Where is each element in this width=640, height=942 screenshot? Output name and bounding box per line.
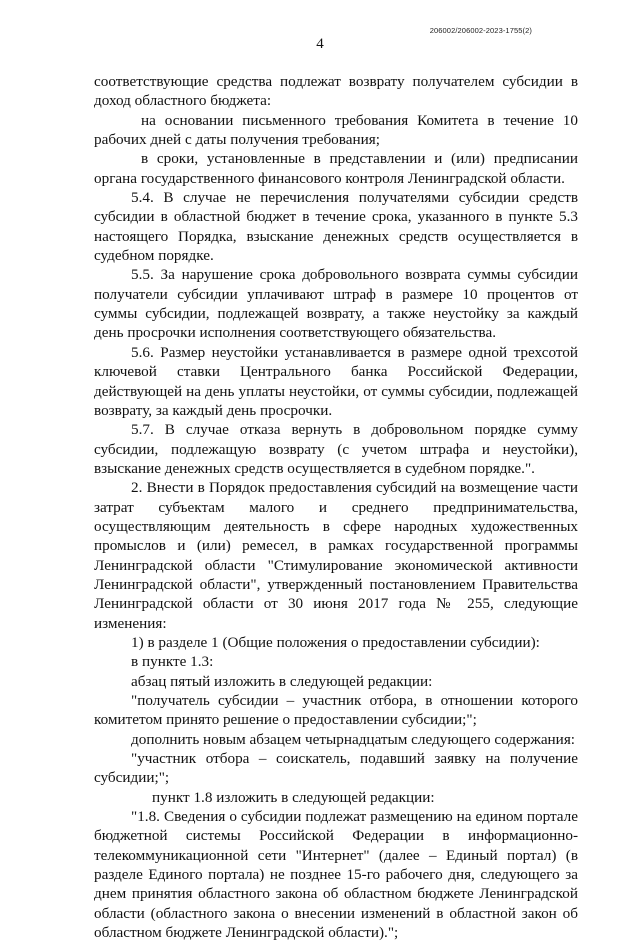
paragraph: в сроки, установленные в представлении и (или) предписании органа государственного финансового контроля Ленинградской области. [94,150,578,187]
paragraph: "участник отбора – соискатель, подавший заявку на получение субсидии;"; [94,750,578,787]
paragraph: дополнить новым абзацем четырнадцатым следующего содержания: [131,730,576,748]
paragraph: "получатель субсидии – участник отбора, в отношении которого комитетом принято решение о предоставлении субсидии;"; [94,692,578,729]
document-body [94,72,578,942]
page-number: 4 [316,36,324,52]
paragraph: 5.4. В случае не перечисления получателями субсидии средств субсидии в областной бюджет в течение срока, указанного в пункте 5.3 настоящего Порядка, взыскание денежных средств осуществляется в судебном порядке. [94,189,578,265]
paragraph: соответствующие средства подлежат возврату получателем субсидии в доход областного бюджета: [94,73,578,110]
paragraph: 1) в разделе 1 (Общие положения о предоставлении субсидии): [131,633,540,651]
paragraph: 2. Внести в Порядок предоставления субсидий на возмещение части затрат субъектам малого и среднего предпринимательства, осуществляющим деятельность в сфере народных художественных промыслов и (или) ремесел, в рамках государственной программы Ленинградской области "Стимулирование экономической активности Ленинградской области", утвержденный постановлением Правительства Ленинградской области от 30 июня 2017 года № 255, следующие изменения: [94,479,578,632]
paragraph: на основании письменного требования Комитета в течение 10 рабочих дней с даты получения требования; [94,111,578,149]
paragraph: 5.7. В случае отказа вернуть в добровольном порядке сумму субсидии, подлежащую возврату (с учетом штрафа и неустойки), взыскание денежных средств осуществляется в судебном порядке.". [94,421,578,477]
paragraph: "1.8. Сведения о субсидии подлежат размещению на едином портале бюджетной системы Российской Федерации в информационно-телекоммуникационной сети "Интернет" (далее – Единый портал) (в разделе Единого портала) не позднее 15-го рабочего дня, следующего за днем принятия областного закона об областном бюджете Ленинградской области (областного закона о внесении изменений в областной закон об областном бюджете Ленинградской области)."; [94,808,578,942]
paragraph: пункт 1.8 изложить в следующей редакции: [152,788,435,806]
paragraph: в пункте 1.3: [131,653,214,671]
document-id: 206002/206002-2023-1755(2) [429,26,532,35]
paragraph: абзац пятый изложить в следующей редакции: [131,672,433,690]
paragraph: 5.6. Размер неустойки устанавливается в размере одной трехсотой ключевой ставки Центрального банка Российской Федерации, действующей на день уплаты неустойки, от суммы субсидии, подлежащей возврату, за каждый день просрочки. [94,343,578,419]
paragraph: 5.5. За нарушение срока добровольного возврата суммы субсидии получатели субсидии уплачивают штраф в размере 10 процентов от суммы субсидии, подлежащей возврату, а также неустойку за каждый день просрочки исполнения соответствующего обязательства. [94,266,578,342]
